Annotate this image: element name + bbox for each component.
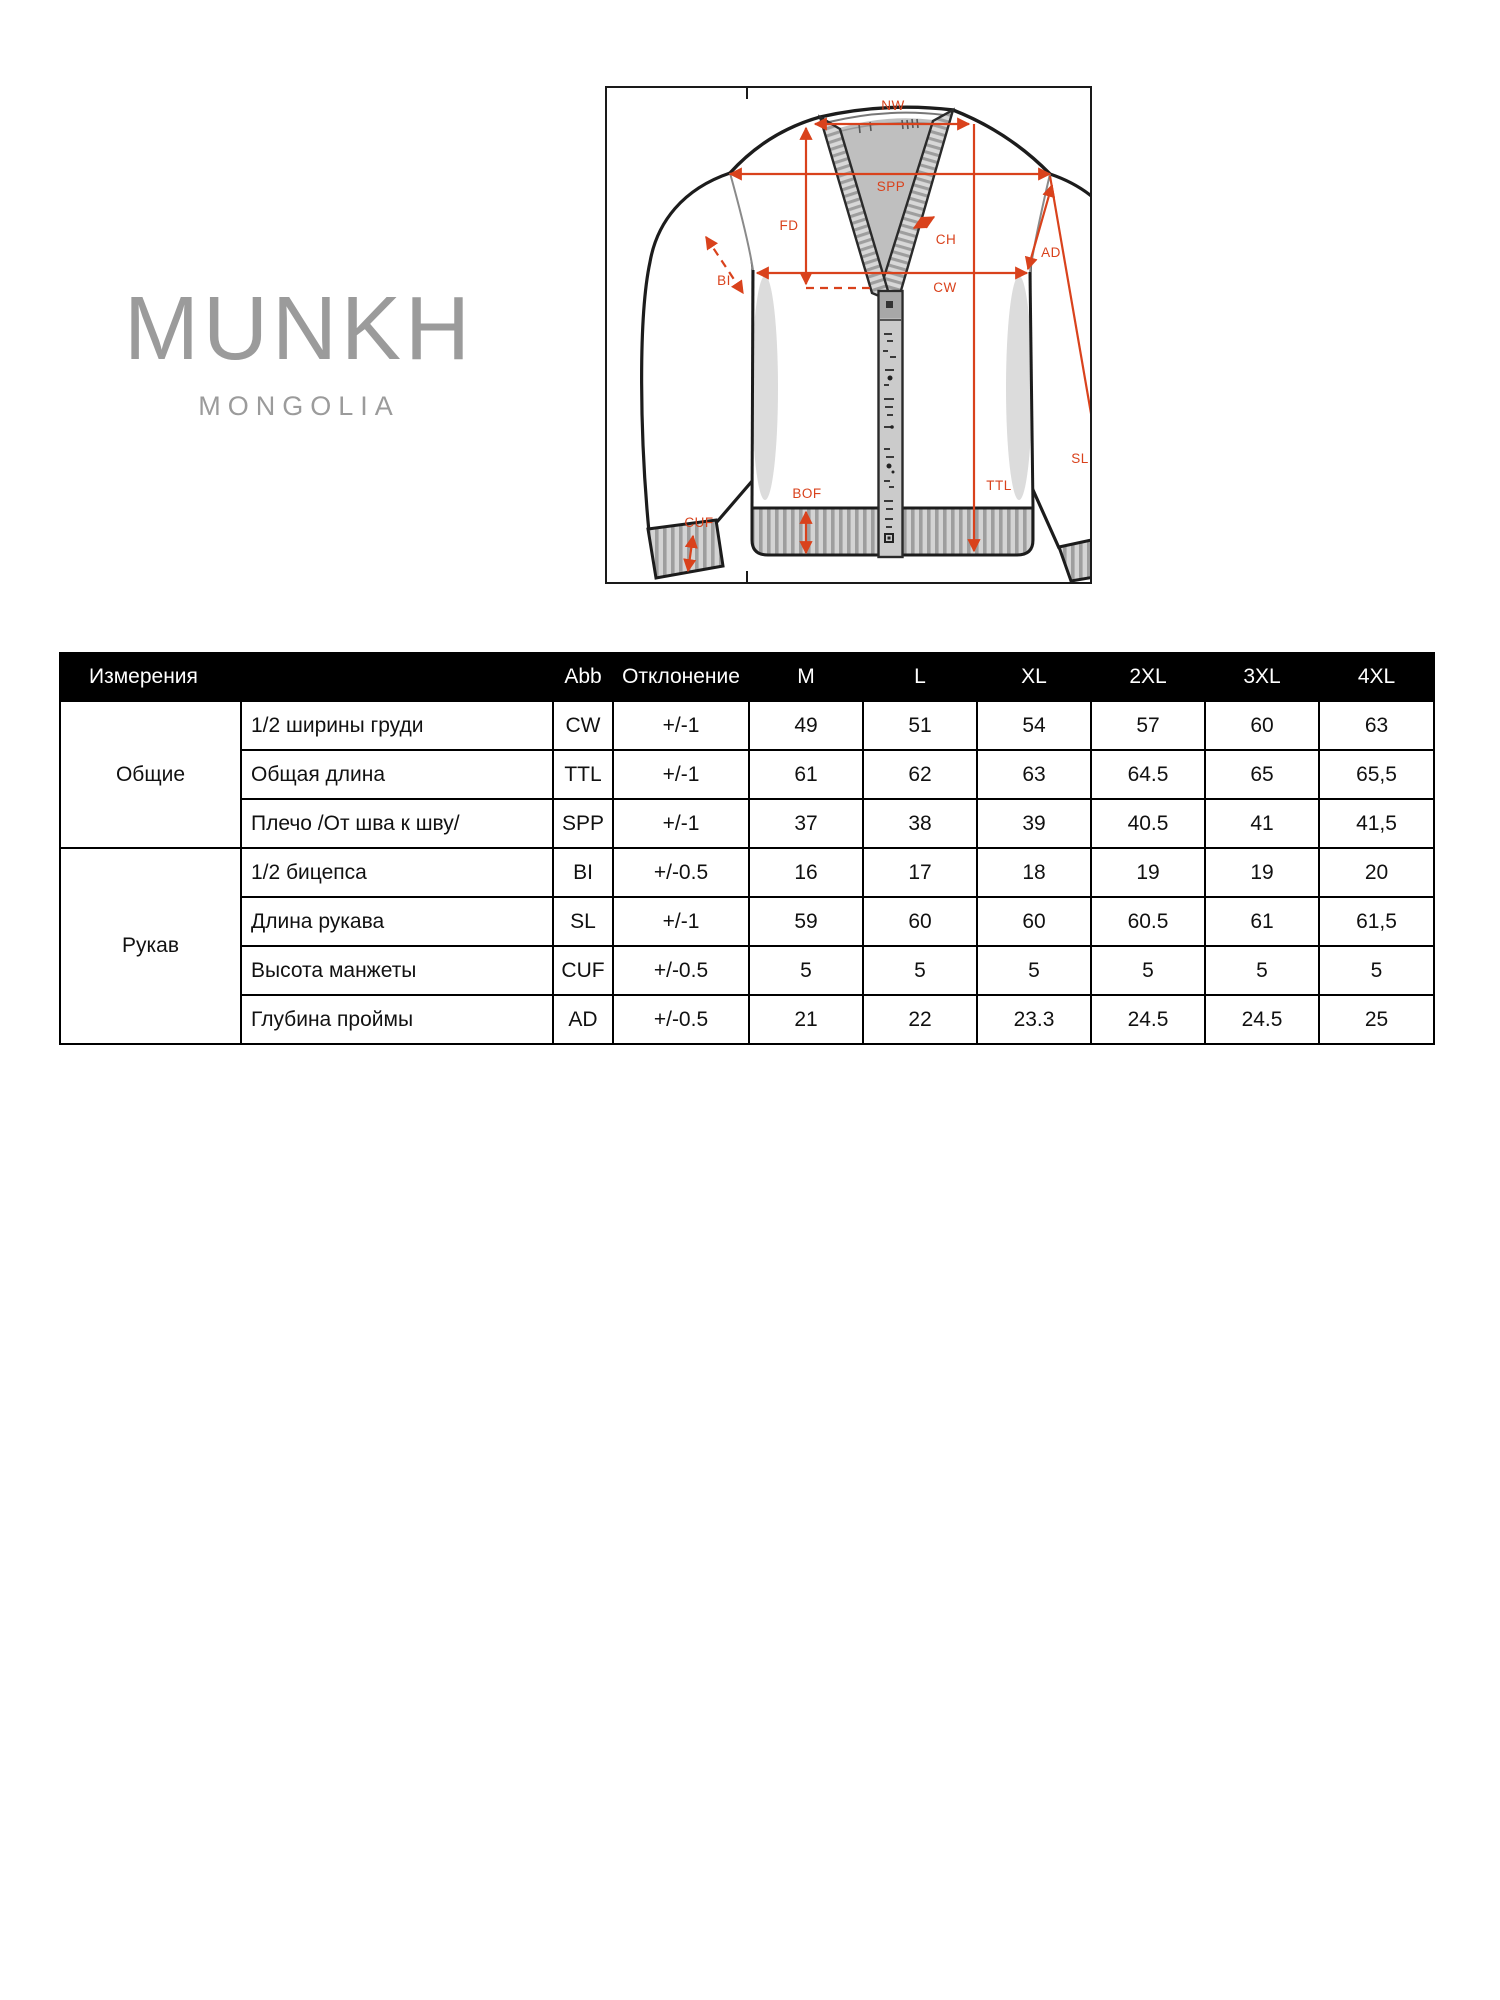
group-cell-sleeve: Рукав <box>60 848 241 1044</box>
size-value-cell: 22 <box>863 995 977 1044</box>
ad-label: AD <box>1041 245 1061 260</box>
size-value-cell: 61 <box>749 750 863 799</box>
size-value-cell: 41,5 <box>1319 799 1434 848</box>
brand-subtitle: MONGOLIA <box>198 391 400 421</box>
size-value-cell: 41 <box>1205 799 1319 848</box>
cardigan-measurement-drawing <box>607 88 1090 582</box>
size-value-cell: 59 <box>749 897 863 946</box>
left-sleeve <box>642 173 753 532</box>
size-value-cell: 60 <box>977 897 1091 946</box>
brand-name: MUNKH <box>124 279 474 379</box>
cw-label: CW <box>933 280 957 295</box>
size-value-cell: 61,5 <box>1319 897 1434 946</box>
button-placket <box>879 291 903 557</box>
bi-label: BI <box>717 273 731 288</box>
group-cell-general: Общие <box>60 701 241 848</box>
measurement-name-cell: Общая длина <box>241 750 553 799</box>
measurement-name-cell: 1/2 ширины груди <box>241 701 553 750</box>
size-value-cell: 24.5 <box>1091 995 1205 1044</box>
left-side-seam <box>752 270 753 508</box>
size-value-cell: 65 <box>1205 750 1319 799</box>
abb-cell: SL <box>553 897 613 946</box>
size-value-cell: 5 <box>863 946 977 995</box>
size-value-cell: 64.5 <box>1091 750 1205 799</box>
tolerance-cell: +/-0.5 <box>613 995 749 1044</box>
size-value-cell: 57 <box>1091 701 1205 750</box>
size-value-cell: 17 <box>863 848 977 897</box>
size-value-cell: 16 <box>749 848 863 897</box>
size-value-cell: 5 <box>1205 946 1319 995</box>
header-abb: Abb <box>553 653 613 701</box>
size-value-cell: 60.5 <box>1091 897 1205 946</box>
size-value-cell: 38 <box>863 799 977 848</box>
measurement-name-cell: 1/2 бицепса <box>241 848 553 897</box>
abb-cell: BI <box>553 848 613 897</box>
spp-label: SPP <box>876 179 906 194</box>
abb-cell: SPP <box>553 799 613 848</box>
table-row <box>60 946 1434 995</box>
size-value-cell: 24.5 <box>1205 995 1319 1044</box>
size-value-cell: 5 <box>1319 946 1434 995</box>
left-side-shading <box>752 276 778 500</box>
size-table <box>59 652 1435 1045</box>
size-value-cell: 60 <box>863 897 977 946</box>
table-row <box>60 995 1434 1044</box>
size-value-cell: 39 <box>977 799 1091 848</box>
measurement-name-cell: Высота манжеты <box>241 946 553 995</box>
header-size-l: L <box>863 653 977 701</box>
size-value-cell: 60 <box>1205 701 1319 750</box>
garment-diagram-box <box>605 86 1092 584</box>
sl-label: SL <box>1071 451 1089 466</box>
measurement-name-cell: Плечо /От шва к шву/ <box>241 799 553 848</box>
nw-label: NW <box>881 98 905 113</box>
size-value-cell: 61 <box>1205 897 1319 946</box>
tolerance-cell: +/-1 <box>613 701 749 750</box>
bof-label: BOF <box>792 486 822 501</box>
table-row <box>60 750 1434 799</box>
tolerance-cell: +/-0.5 <box>613 848 749 897</box>
header-size-xl: XL <box>977 653 1091 701</box>
header-size-3xl: 3XL <box>1205 653 1319 701</box>
tolerance-cell: +/-1 <box>613 897 749 946</box>
header-tolerance: Отклонение <box>613 653 749 701</box>
abb-cell: CUF <box>553 946 613 995</box>
ch-label: CH <box>935 232 957 247</box>
hem-button-center <box>888 537 891 540</box>
size-value-cell: 5 <box>1091 946 1205 995</box>
abb-cell: TTL <box>553 750 613 799</box>
size-value-cell: 37 <box>749 799 863 848</box>
table-row <box>60 897 1434 946</box>
table-row <box>60 701 1434 750</box>
size-value-cell: 5 <box>749 946 863 995</box>
tolerance-cell: +/-0.5 <box>613 946 749 995</box>
measurement-name-cell: Глубина проймы <box>241 995 553 1044</box>
size-value-cell: 63 <box>977 750 1091 799</box>
table-header-row <box>60 653 1434 701</box>
size-value-cell: 19 <box>1091 848 1205 897</box>
fd-label: FD <box>779 218 799 233</box>
size-value-cell: 18 <box>977 848 1091 897</box>
right-side-shading <box>1006 276 1032 500</box>
size-value-cell: 20 <box>1319 848 1434 897</box>
size-value-cell: 21 <box>749 995 863 1044</box>
header-size-m: M <box>749 653 863 701</box>
size-value-cell: 5 <box>977 946 1091 995</box>
size-value-cell: 65,5 <box>1319 750 1434 799</box>
size-value-cell: 23.3 <box>977 995 1091 1044</box>
brand-logo <box>121 279 477 421</box>
size-value-cell: 49 <box>749 701 863 750</box>
size-value-cell: 25 <box>1319 995 1434 1044</box>
size-value-cell: 19 <box>1205 848 1319 897</box>
header-measurements: Измерения <box>60 653 553 701</box>
tolerance-cell: +/-1 <box>613 750 749 799</box>
abb-cell: CW <box>553 701 613 750</box>
size-value-cell: 63 <box>1319 701 1434 750</box>
header-size-2xl: 2XL <box>1091 653 1205 701</box>
cuf-label: CUF <box>684 515 714 530</box>
table-row <box>60 799 1434 848</box>
size-value-cell: 40.5 <box>1091 799 1205 848</box>
size-value-cell: 54 <box>977 701 1091 750</box>
size-value-cell: 51 <box>863 701 977 750</box>
ttl-label: TTL <box>986 478 1012 493</box>
size-value-cell: 62 <box>863 750 977 799</box>
table-row <box>60 848 1434 897</box>
measurement-name-cell: Длина рукава <box>241 897 553 946</box>
header-size-4xl: 4XL <box>1319 653 1434 701</box>
abb-cell: AD <box>553 995 613 1044</box>
tolerance-cell: +/-1 <box>613 799 749 848</box>
